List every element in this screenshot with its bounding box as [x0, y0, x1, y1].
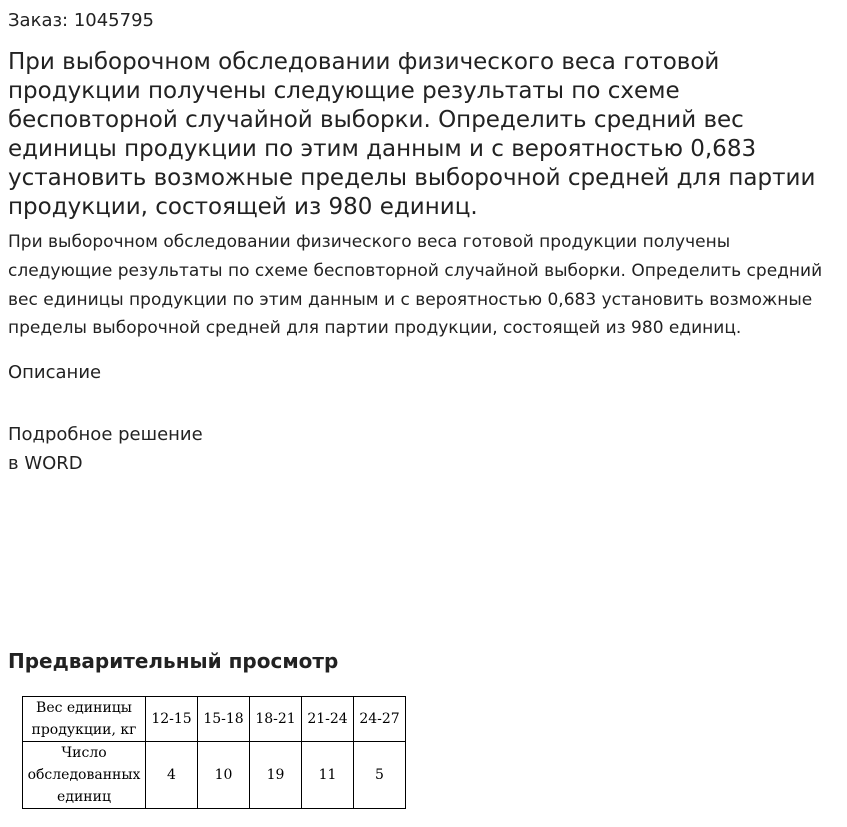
table-row: [23, 742, 406, 809]
table-cell: 18-21: [250, 697, 302, 742]
table-cell: 5: [354, 742, 406, 809]
table-cell: 4: [146, 742, 198, 809]
table-cell: 21-24: [302, 697, 354, 742]
task-description: При выборочном обследовании физического веса готовой продукции получены следующие результаты по схеме бесповторной случайной выборки. Определить средний вес единицы продукции по этим данным и с вероятностью 0,683 установить возможные пределы выборочной средней для партии продукции, состоящей из 980 единиц.: [8, 232, 823, 339]
task-title: При выборочном обследовании физического веса готовой продукции получены следующие результаты по схеме бесповторной случайной выборки. Определить средний вес единицы продукции по этим данным и с вероятностью 0,683 установить возможные пределы выборочной средней для партии продукции, состоящей из 980 единиц.: [8, 49, 816, 220]
table-row-header: Число обследованных единиц: [23, 742, 146, 809]
table-cell: 11: [302, 742, 354, 809]
order-number: Заказ: 1045795: [8, 10, 154, 31]
table-row: [23, 697, 406, 742]
table-cell: 10: [198, 742, 250, 809]
table-row-header: Вес единицы продукции, кг: [23, 697, 146, 742]
table-cell: 12-15: [146, 697, 198, 742]
table-cell: 15-18: [198, 697, 250, 742]
solution-info: [8, 420, 838, 478]
solution-line-2: в WORD: [8, 453, 83, 475]
solution-line-1: Подробное решение: [8, 424, 203, 446]
preview-table: [22, 696, 406, 809]
table-cell: 24-27: [354, 697, 406, 742]
page-content: [8, 10, 838, 478]
table-cell: 19: [250, 742, 302, 809]
description-label: Описание: [8, 362, 102, 384]
preview-heading: Предварительный просмотр: [8, 649, 339, 673]
